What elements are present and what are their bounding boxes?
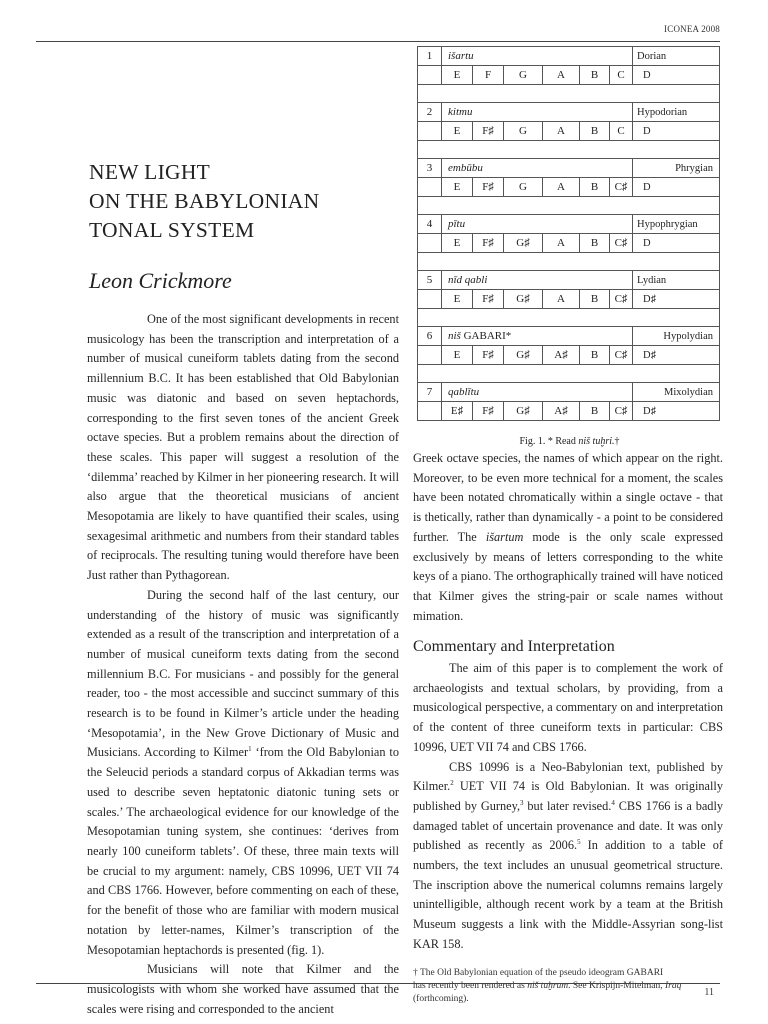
body-paragraph: One of the most significant developments in recent musicology has been the transcription and interpretation of a number of musical cuneiform tablets dating from the second millennium B.C. It has been established that Old Babylonian music was diatonic and based on seven heptachords, corresponding to the first seven tones of the ancient Greek octave species. But a problem remains about the direction of these scales. This paper will suggest a resolution of the ‘dilemma’ reached by Kilmer in her pioneering research. It will also argue that the theoretical musicians of ancient Mesopotamia are likely to have quantified their scales, using sexagesimal arithmetic and numbers from their standard tables of reciprocals. The resulting tuning would therefore have been Just rather than Pythagorean. [87,312,399,583]
note-cell: B [580,122,610,141]
blank-cell [418,234,442,253]
scale-name-upright: GABARI* [460,330,512,342]
note-cell: G♯ [504,346,543,365]
scale-name: nīd qabli [442,271,633,290]
note-cell: A [543,178,580,197]
footnote-ref: 3 [520,798,524,807]
scale-number: 3 [418,159,442,178]
note-cell: C♯ [610,234,633,253]
greek-mode-name: Phrygian [633,159,720,178]
note-cell: G♯ [504,402,543,421]
note-cell: F♯ [473,290,504,309]
footnote-line: † The Old Babylonian equation of the pseudo ideogram GABARI [413,967,664,978]
figure-caption [417,436,722,447]
scale-name: embūbu [442,159,633,178]
conference-code: ICONEA 2008 [664,24,720,34]
spacer-cell [418,309,720,327]
scale-notes-row [418,234,720,253]
body-paragraph [413,758,723,955]
footnote-line [413,980,723,993]
note-cell: F♯ [473,234,504,253]
blank-cell [418,122,442,141]
greek-mode-name: Dorian [633,47,720,66]
note-cell: A♯ [543,402,580,421]
footnote-ref: 1 [248,745,252,754]
note-cell: A [543,122,580,141]
greek-mode-name: Lydian [633,271,720,290]
page-number: 11 [704,987,714,998]
note-cell: C♯ [610,346,633,365]
scale-notes-row [418,290,720,309]
text-run: Greek octave species, the names of which appear on the right. Moreover, to be even more technical for a moment, the scales have been notated chromatically within a single octave - that is thetically, rather than dynamically - a point to be considered further. The [413,451,723,544]
spacer-cell [418,365,720,383]
scale-name: kitmu [442,103,633,122]
blank-cell [418,346,442,365]
scale-notes-row [418,402,720,421]
footnote-ref: 2 [450,779,454,788]
spacer-cell [418,85,720,103]
text-run: CBS 10996 is a Neo-Babylonian text, published by Kilmer. [413,759,723,794]
note-cell: B [580,66,610,85]
blank-cell [418,178,442,197]
note-cell: C♯ [610,178,633,197]
note-cell: G♯ [504,290,543,309]
scale-notes-row [418,346,720,365]
scale-name-italic: niš [448,330,461,342]
note-cell: F♯ [473,178,504,197]
note-cell: G [504,122,543,141]
blank-cell [418,66,442,85]
note-cell: B [580,178,610,197]
title-line: TONAL SYSTEM [89,218,255,242]
header-rule [36,41,720,42]
note-cell: B [580,234,610,253]
note-cell: C♯ [610,290,633,309]
scale-number: 4 [418,215,442,234]
footnote-ref: 4 [611,798,615,807]
footer-rule [36,983,720,984]
scale-header-row [418,103,720,122]
footnote-ref: 5 [577,838,581,847]
text-run-italic: išartum [485,529,524,544]
text-run: In addition to a table of numbers, the text includes an unusual geometrical structure. The inscription above the numerical columns remains largely unintelligible, although recent work by a team at the British Museum suggests a link with the Middle-Assyrian song-list KAR 158. [413,838,723,951]
blank-cell [418,402,442,421]
note-cell: E [442,290,473,309]
scale-notes-row [418,122,720,141]
note-cell: A [543,234,580,253]
scale-notes-row [418,66,720,85]
text-run: has recently been rendered as [413,980,528,991]
spacer-cell [418,197,720,215]
note-cell: A [543,290,580,309]
scale-number: 2 [418,103,442,122]
note-cell: B [580,290,610,309]
note-cell: C [610,66,633,85]
spacer-row [418,197,720,215]
scale-name: išartu [442,47,633,66]
note-cell: C [610,122,633,141]
note-cell: F [473,66,504,85]
note-cell: F♯ [473,346,504,365]
greek-mode-name: Hypophrygian [633,215,720,234]
article-title [89,158,389,245]
right-column [413,449,723,1006]
scale-notes-row [418,178,720,197]
text-run-italic: niš tuḫrum [527,980,569,991]
note-cell: E [442,66,473,85]
section-heading: Commentary and Interpretation [413,638,615,656]
scale-name: qablītu [442,383,633,402]
note-cell: B [580,346,610,365]
note-cell: A [543,66,580,85]
spacer-row [418,309,720,327]
spacer-row [418,253,720,271]
note-cell: G [504,66,543,85]
spacer-row [418,365,720,383]
author-name: Leon Crickmore [89,268,232,293]
caption-term: niš tuḫri. [578,436,615,447]
scale-number: 5 [418,271,442,290]
title-line: NEW LIGHT [89,160,211,184]
scale-header-row [418,215,720,234]
note-cell: D♯ [633,346,720,365]
scale-name [442,327,633,346]
note-cell: D [633,178,720,197]
note-cell: C♯ [610,402,633,421]
body-paragraph: Musicians will note that Kilmer and the musicologists with whom she worked have assumed that the scales were rising and corresponded to the ancient [87,962,399,1016]
note-cell: B [580,402,610,421]
scale-table [417,46,720,421]
scale-number: 6 [418,327,442,346]
spacer-row [418,141,720,159]
scale-header-row [418,159,720,178]
note-cell: G [504,178,543,197]
note-cell: G♯ [504,234,543,253]
note-cell: F♯ [473,122,504,141]
footnote [413,967,723,1006]
note-cell: E♯ [442,402,473,421]
note-cell: D [633,122,720,141]
note-cell: F♯ [473,402,504,421]
note-cell: E [442,234,473,253]
text-run: mode is the only scale expressed exclusively by means of letters corresponding to the white keys of a piano. The orthographically trained will have noticed that Kilmer gives the string-pair or scale names without mimation. [413,529,724,623]
scale-header-row [418,271,720,290]
note-cell: A♯ [543,346,580,365]
caption-prefix: Fig. 1. * Read [519,436,579,447]
scale-number: 7 [418,383,442,402]
text-run: During the second half of the last century, our understanding of the history of music was significantly extended as a result of the transcription and interpretation of a number of musical cuneiform texts dating from the second millennium B.C. For musicians - and possibly for the general reader, too - the most accessible and succinct summary of this research is to be found in Kilmer’s article under the heading ‘Mesopotamia’, in the New Grove Dictionary of Music and Musicians. According to Kilmer [87,587,399,760]
left-column [87,310,399,1019]
text-run: CBS 1766 is a badly damaged tablet of uncertain provenance and date. It was only published as recently as 2006. [413,798,724,853]
note-cell: E [442,178,473,197]
text-run: ‘from the Old Babylonian to the Seleucid periods a standard corpus of Akkadian terms was used to describe seven heptatonic diatonic tuning sets or scales.’ The archaeological evidence for our knowledge of the Mesopotamian tuning system, she continues: ‘derives from nearly 100 cuneiform tablets’. Of these, three main texts will be crucial to my argument: namely, CBS 10996, UET VII 74 and CBS 1766. However, before commenting on each of these, for the benefit of those who are familiar with modern musical notation by letter-names, Kilmer’s transcription of the Mesopotamian heptachords is presented (fig. 1). [87,745,399,957]
body-paragraph: The aim of this paper is to complement the work of archaeologists and textual scholars, by providing, from a musicological perspective, a commentary on and interpretation of the content of three cuneiform texts in particular: CBS 10996, UET VII 74 and CBS 1766. [413,661,723,754]
text-run: UET VII 74 is Old Babylonian. It was originally published by Gurney, [413,779,723,813]
greek-mode-name: Mixolydian [633,383,720,402]
greek-mode-name: Hypolydian [633,327,720,346]
scale-header-row [418,47,720,66]
body-paragraph [413,449,723,626]
spacer-row [418,85,720,103]
spacer-cell [418,253,720,271]
spacer-cell [418,141,720,159]
text-run-italic: Iraq [664,980,682,991]
scale-name: pītu [442,215,633,234]
title-line: ON THE BABYLONIAN [89,189,320,213]
note-cell: D♯ [633,402,720,421]
scale-header-row [418,327,720,346]
note-cell: D [633,66,720,85]
blank-cell [418,290,442,309]
note-cell: E [442,122,473,141]
body-paragraph [87,586,399,960]
scale-number: 1 [418,47,442,66]
scale-header-row [418,383,720,402]
note-cell: D [633,234,720,253]
text-run: but later revised. [523,798,612,813]
greek-mode-name: Hypodorian [633,103,720,122]
note-cell: E [442,346,473,365]
caption-dagger: † [614,436,620,447]
note-cell: D♯ [633,290,720,309]
footnote-line: (forthcoming). [413,993,469,1004]
text-run: . See Krispijn-Mitelman, [568,980,665,991]
